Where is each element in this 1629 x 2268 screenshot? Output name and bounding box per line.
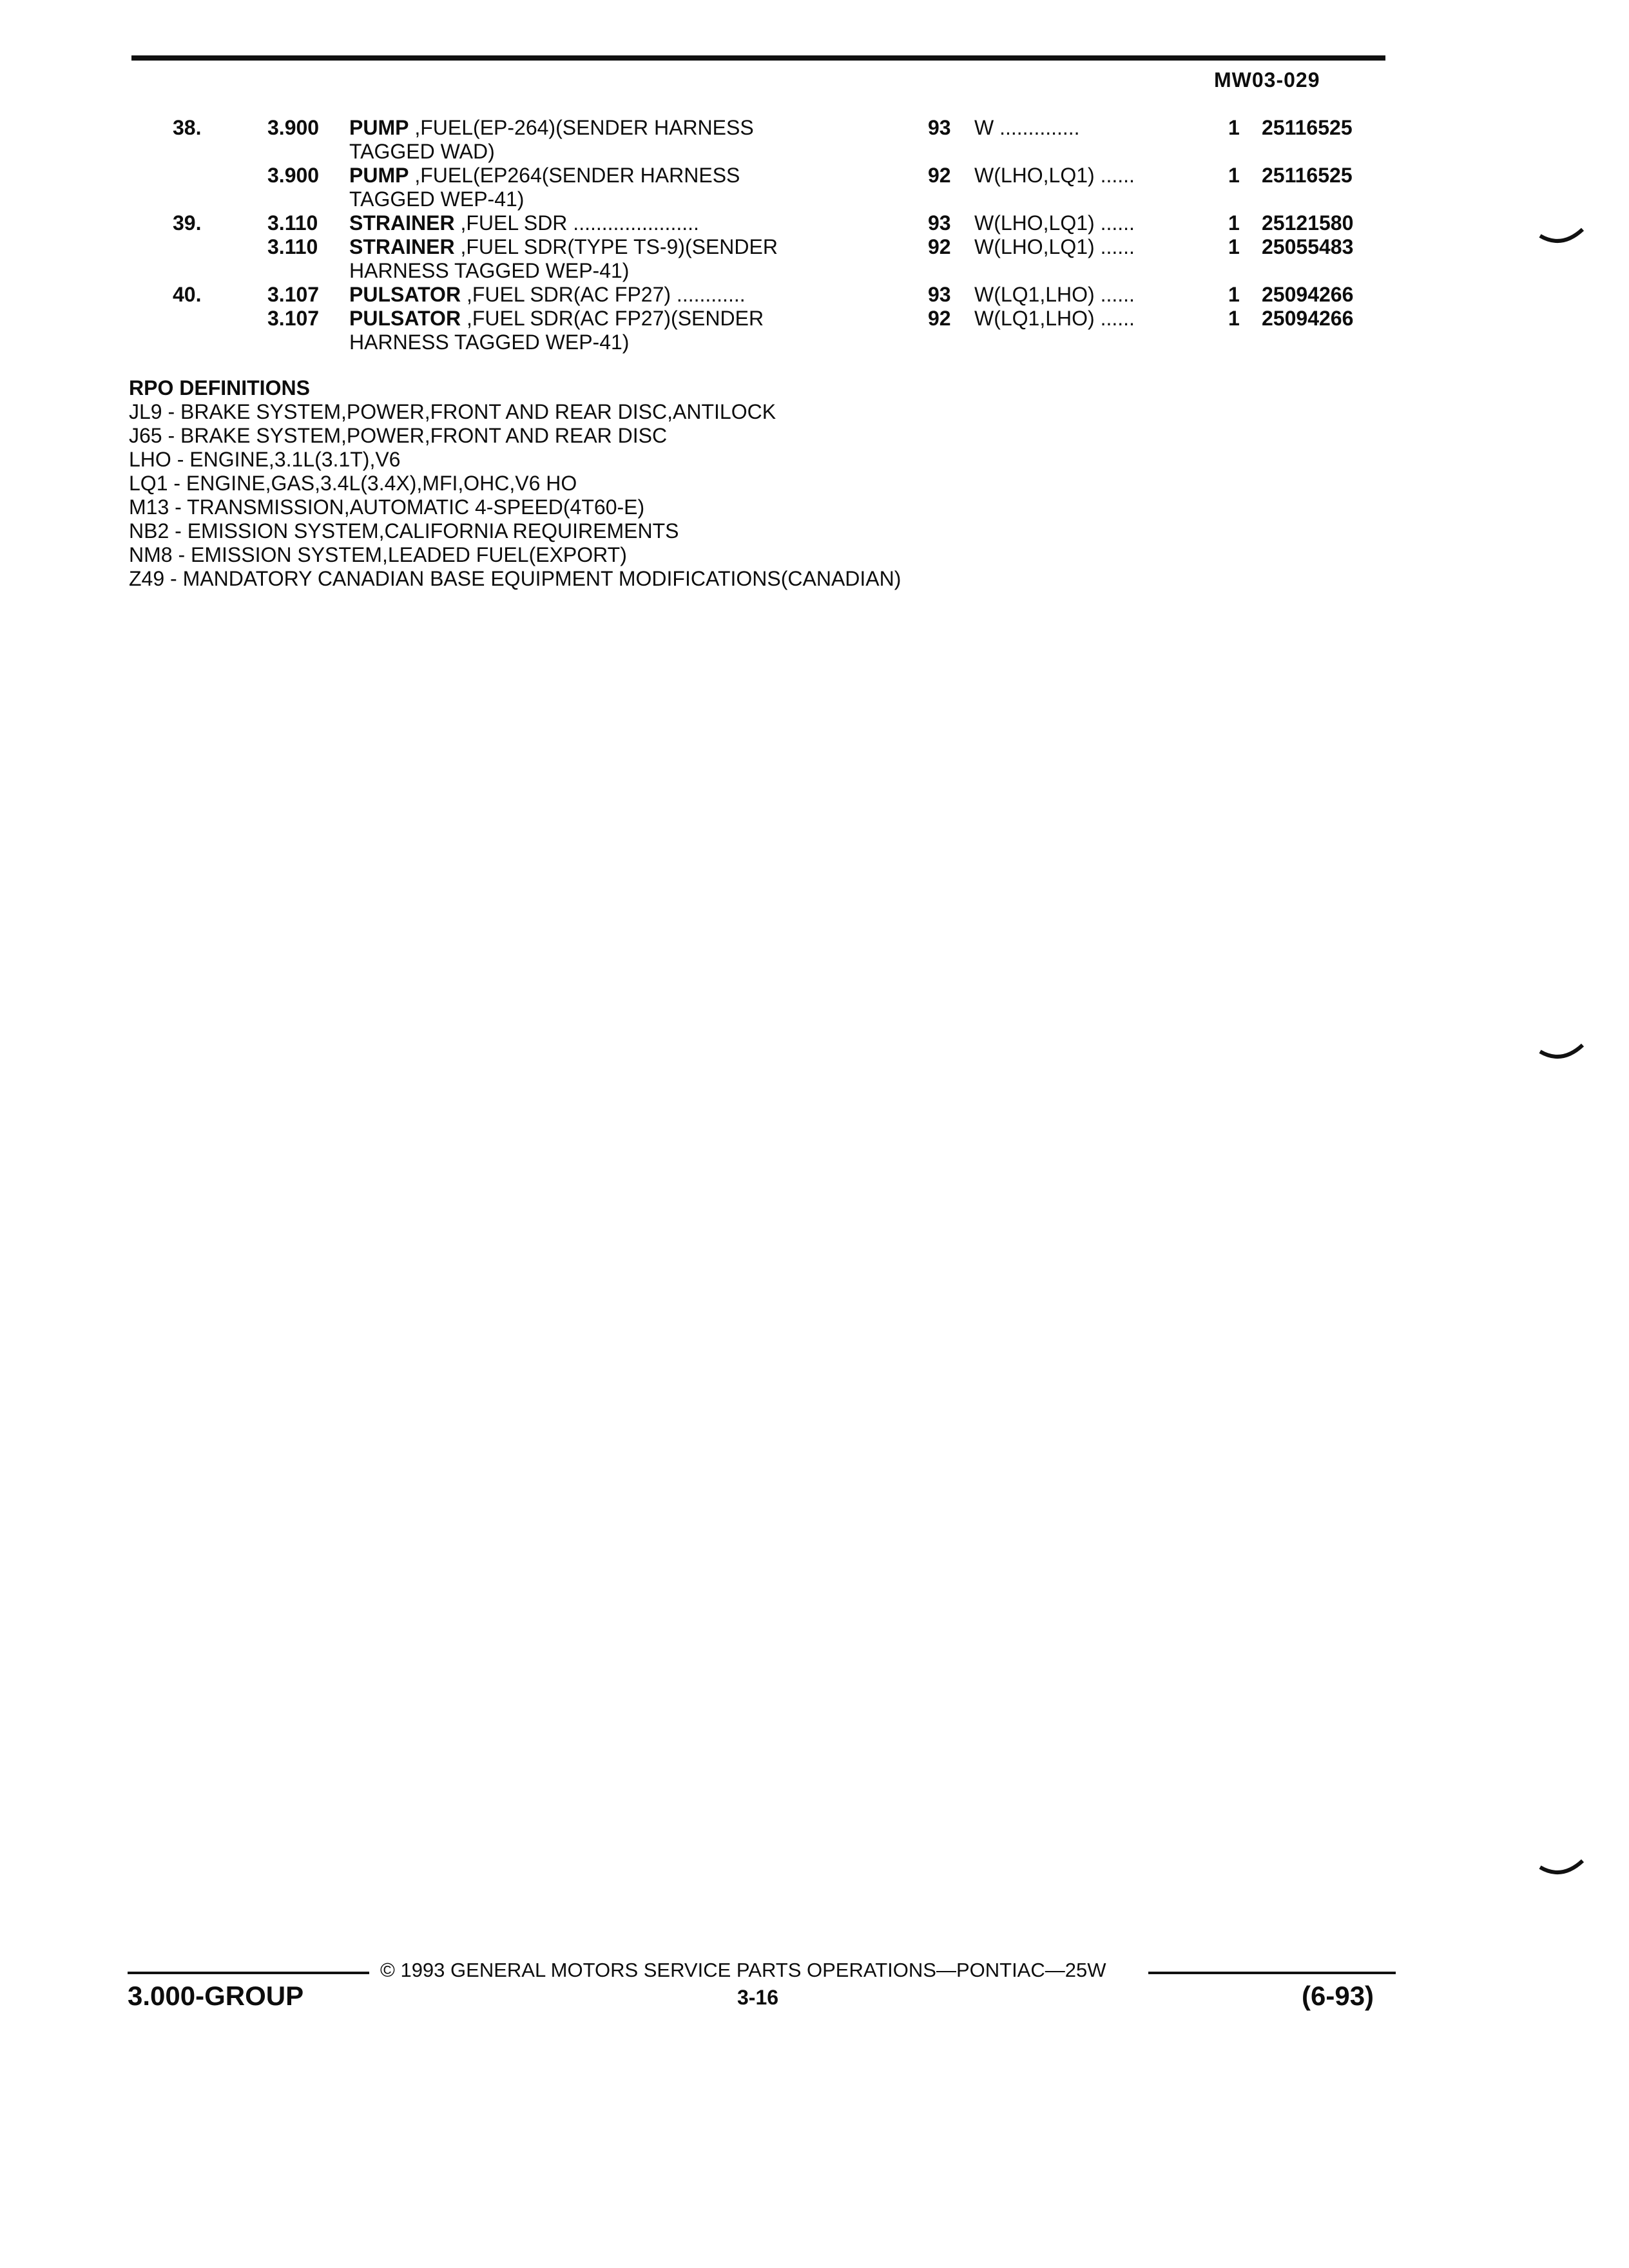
description-text: ,FUEL SDR(AC FP27) ............ (461, 283, 746, 306)
parts-row-continuation (129, 187, 1392, 211)
part-name: STRAINER (349, 235, 455, 258)
part-description (349, 211, 699, 235)
description-text: ,FUEL(EP-264)(SENDER HARNESS (409, 116, 754, 139)
quantity: 1 (1228, 307, 1240, 330)
group-number: 3.107 (267, 307, 320, 330)
model-year: 92 (928, 164, 951, 187)
description-text: ,FUEL(EP264(SENDER HARNESS (409, 164, 740, 187)
top-rule (131, 55, 1385, 61)
description-continuation: HARNESS TAGGED WEP-41) (349, 259, 630, 282)
binder-hole-mark (1539, 224, 1584, 247)
description-text: ,FUEL SDR(AC FP27)(SENDER (461, 307, 764, 330)
item-number: 40. (173, 283, 202, 306)
rpo-definition: NB2 - EMISSION SYSTEM,CALIFORNIA REQUIREMENTS (129, 519, 679, 543)
parts-row (129, 116, 1392, 140)
quantity: 1 (1228, 116, 1240, 139)
model-year: 93 (928, 283, 951, 306)
part-number: 25055483 (1262, 235, 1354, 258)
model-year: 93 (928, 211, 951, 235)
rpo-definition: JL9 - BRAKE SYSTEM,POWER,FRONT AND REAR DISC,ANTILOCK (129, 400, 776, 423)
rpo-definitions-heading: RPO DEFINITIONS (129, 376, 310, 399)
quantity: 1 (1228, 164, 1240, 187)
group-number: 3.110 (267, 235, 318, 258)
part-number: 25094266 (1262, 283, 1354, 306)
page-number: 3-16 (737, 1986, 779, 2009)
part-number: 25121580 (1262, 211, 1354, 235)
model-year: 93 (928, 116, 951, 139)
parts-row (129, 283, 1392, 307)
model-year: 92 (928, 307, 951, 330)
part-number: 25116525 (1262, 164, 1353, 187)
model-year: 92 (928, 235, 951, 258)
group-number: 3.900 (267, 116, 320, 139)
model-usage: W(LHO,LQ1) ...... (974, 164, 1135, 187)
part-name: PULSATOR (349, 307, 461, 330)
binder-hole-mark (1539, 1040, 1584, 1063)
footer-rule-left (128, 1972, 369, 1974)
rpo-definition: M13 - TRANSMISSION,AUTOMATIC 4-SPEED(4T60-E) (129, 495, 645, 519)
parts-list (129, 116, 1392, 354)
copyright-notice: © 1993 GENERAL MOTORS SERVICE PARTS OPERATIONS—PONTIAC—25W (380, 1959, 1106, 1981)
group-number: 3.900 (267, 164, 320, 187)
parts-row-continuation (129, 259, 1392, 283)
description-continuation: HARNESS TAGGED WEP-41) (349, 331, 630, 354)
group-label: 3.000-GROUP (128, 1981, 304, 2011)
part-description (349, 235, 778, 259)
date-code: (6-93) (1302, 1981, 1374, 2011)
part-description (349, 164, 740, 187)
description-text: ,FUEL SDR(TYPE TS-9)(SENDER (454, 235, 778, 258)
part-name: STRAINER (349, 211, 455, 235)
rpo-definitions (129, 376, 901, 591)
rpo-definition: NM8 - EMISSION SYSTEM,LEADED FUEL(EXPORT) (129, 543, 627, 566)
rpo-definition: LQ1 - ENGINE,GAS,3.4L(3.4X),MFI,OHC,V6 HO (129, 472, 577, 495)
part-description (349, 116, 754, 140)
description-text: ,FUEL SDR ...................... (454, 211, 699, 235)
rpo-definition: Z49 - MANDATORY CANADIAN BASE EQUIPMENT MODIFICATIONS(CANADIAN) (129, 567, 901, 590)
parts-row (129, 235, 1392, 259)
item-number: 38. (173, 116, 202, 139)
parts-row-continuation (129, 140, 1392, 164)
footer-rule-right (1148, 1972, 1396, 1974)
item-number: 39. (173, 211, 202, 235)
part-name: PULSATOR (349, 283, 461, 306)
parts-row (129, 164, 1392, 187)
document-code: MW03-029 (1214, 68, 1320, 91)
parts-row-continuation (129, 331, 1392, 354)
quantity: 1 (1228, 211, 1240, 235)
model-usage: W(LQ1,LHO) ...... (974, 283, 1135, 306)
part-number: 25116525 (1262, 116, 1353, 139)
quantity: 1 (1228, 283, 1240, 306)
model-usage: W(LHO,LQ1) ...... (974, 235, 1135, 258)
binder-hole-mark (1539, 1856, 1584, 1879)
group-number: 3.110 (267, 211, 318, 235)
part-description (349, 283, 746, 307)
model-usage: W(LQ1,LHO) ...... (974, 307, 1135, 330)
part-number: 25094266 (1262, 307, 1354, 330)
parts-row (129, 307, 1392, 331)
rpo-definition: LHO - ENGINE,3.1L(3.1T),V6 (129, 448, 401, 471)
parts-row (129, 211, 1392, 235)
model-usage: W(LHO,LQ1) ...... (974, 211, 1135, 235)
description-continuation: TAGGED WEP-41) (349, 187, 525, 211)
part-name: PUMP (349, 164, 409, 187)
description-continuation: TAGGED WAD) (349, 140, 495, 163)
part-description (349, 307, 764, 331)
rpo-definition: J65 - BRAKE SYSTEM,POWER,FRONT AND REAR DISC (129, 424, 668, 447)
model-usage: W .............. (974, 116, 1080, 139)
quantity: 1 (1228, 235, 1240, 258)
part-name: PUMP (349, 116, 409, 139)
group-number: 3.107 (267, 283, 320, 306)
